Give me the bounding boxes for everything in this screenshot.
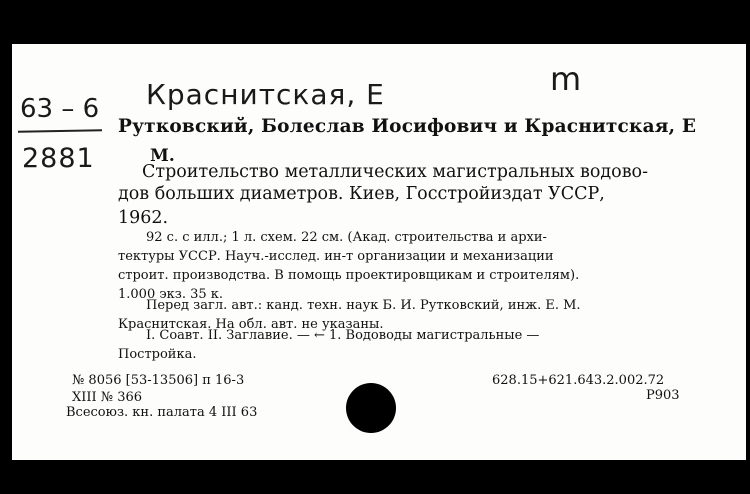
description-line-2: тектуры УССР. Науч.-исслед. ин-т организации и механизации [118,249,554,264]
author-heading-cont: М. [150,146,175,166]
title-line-1: Строительство металлических магистральных водово- [142,162,648,182]
tracing-line-2: Постройка. [118,347,197,362]
description-line-3: строит. производства. В помощь проектировщикам и строителям). [118,268,580,283]
footer-series: XIII № 366 [72,390,143,405]
punch-hole [346,383,396,433]
classification-code: 628.15+621.643.2.002.72 [492,373,665,388]
note-line-1: Перед загл. авт.: канд. техн. наук Б. И. Рутковский, инж. Е. М. [146,298,581,313]
tracing-line-1: I. Соавт. II. Заглавие. — ← 1. Водоводы магистральные — [146,328,540,343]
author-heading: Рутковский, Болеслав Иосифович и Краснитская, Е [118,116,697,137]
handwritten-mark: m [550,60,582,98]
note-line-2: Краснитская. На обл. авт. не указаны. [118,317,384,332]
footer-record-number: № 8056 [53-13506] п 16-3 [72,373,245,388]
call-number-top: 63 – 6 [20,94,100,124]
description-line-4: 1.000 экз. 35 к. [118,287,224,302]
handwritten-author-note: Краснитская, Е [146,78,385,111]
call-number-bottom: 2881 [22,143,95,174]
author-mark: Р903 [646,388,680,403]
description-line-1: 92 с. с илл.; 1 л. схем. 22 см. (Акад. строительства и архи- [146,230,547,245]
title-line-2: дов больших диаметров. Киев, Госстройиздат УССР, [118,184,605,204]
title-line-3: 1962. [118,208,169,228]
footer-chamber: Всесоюз. кн. палата 4 III 63 [66,405,258,420]
